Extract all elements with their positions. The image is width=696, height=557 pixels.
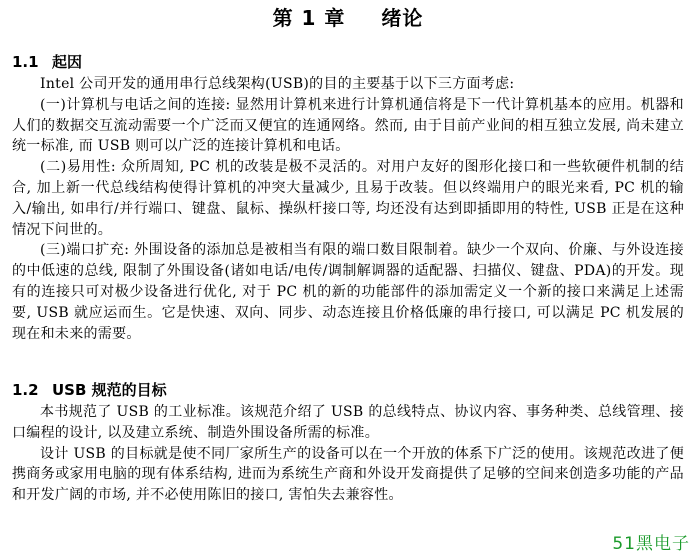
section-heading-1-1	[12, 52, 82, 72]
paragraph: (三)端口扩充: 外围设备的添加总是被相当有限的端口数目限制着。缺少一个双向、价廉、与外设连接的中低速的总线, 限制了外围设备(诸如电话/电传/调制解调器的适配器、扫描仪、键盘、PDA)的开发。现有的连接只可对极少设备进行优化, 对于 PC 机的新的功能部件的添加需定义一个新的接口来满足上述需要, USB 就应运而生。它是快速、双向、同步、动态连接且价格低廉的串行接口, 可以满足 PC 机发展的现在和未来的需要。	[12, 242, 684, 342]
section-heading-1-2	[12, 380, 167, 400]
section-body-1-2	[12, 402, 684, 506]
section-number: 1.1	[12, 53, 39, 71]
chapter-name: 绪论	[381, 6, 424, 30]
paragraph: Intel 公司开发的通用串行总线架构(USB)的目的主要基于以下三方面考虑:	[40, 76, 515, 92]
section-body-1-1	[12, 74, 684, 344]
section-title: USB 规范的目标	[52, 381, 167, 399]
chapter-number: 第 1 章	[272, 6, 346, 30]
paragraph: (二)易用性: 众所周知, PC 机的改装是极不灵活的。对用户友好的图形化接口和一些软硬件机制的结合, 加上新一代总线结构使得计算机的冲突大量减少, 且易于改装。但以终端用户的眼光来看, PC 机的输入/输出, 如串行/并行端口、键盘、鼠标、操纵杆接口等, 均还没有达到即插即用的特性, USB 正是在这种情况下问世的。	[12, 159, 684, 238]
paragraph: 本书规范了 USB 的工业标准。该规范介绍了 USB 的总线特点、协议内容、事务种类、总线管理、接口编程的设计, 以及建立系统、制造外围设备所需的标准。	[12, 404, 684, 441]
paragraph: 设计 USB 的目标就是使不同厂家所生产的设备可以在一个开放的体系下广泛的使用。该规范改进了便携商务或家用电脑的现有体系结构, 进而为系统生产商和外设开发商提供了足够的空间来创造多功能的产品和开发广阔的市场, 并不必使用陈旧的接口, 害怕失去兼容性。	[12, 445, 684, 504]
section-number: 1.2	[12, 381, 39, 399]
section-title: 起因	[52, 53, 83, 71]
paragraph: (一)计算机与电话之间的连接: 显然用计算机来进行计算机通信将是下一代计算机基本的应用。机器和人们的数据交互流动需要一个广泛而又便宜的连通网络。然而, 由于目前产业间的相互独立发展, 尚未建立统一标准, 而 USB 则可以广泛的连接计算机和电话。	[12, 96, 684, 155]
site-watermark: 51黑电子	[612, 534, 690, 554]
chapter-title	[0, 6, 696, 30]
